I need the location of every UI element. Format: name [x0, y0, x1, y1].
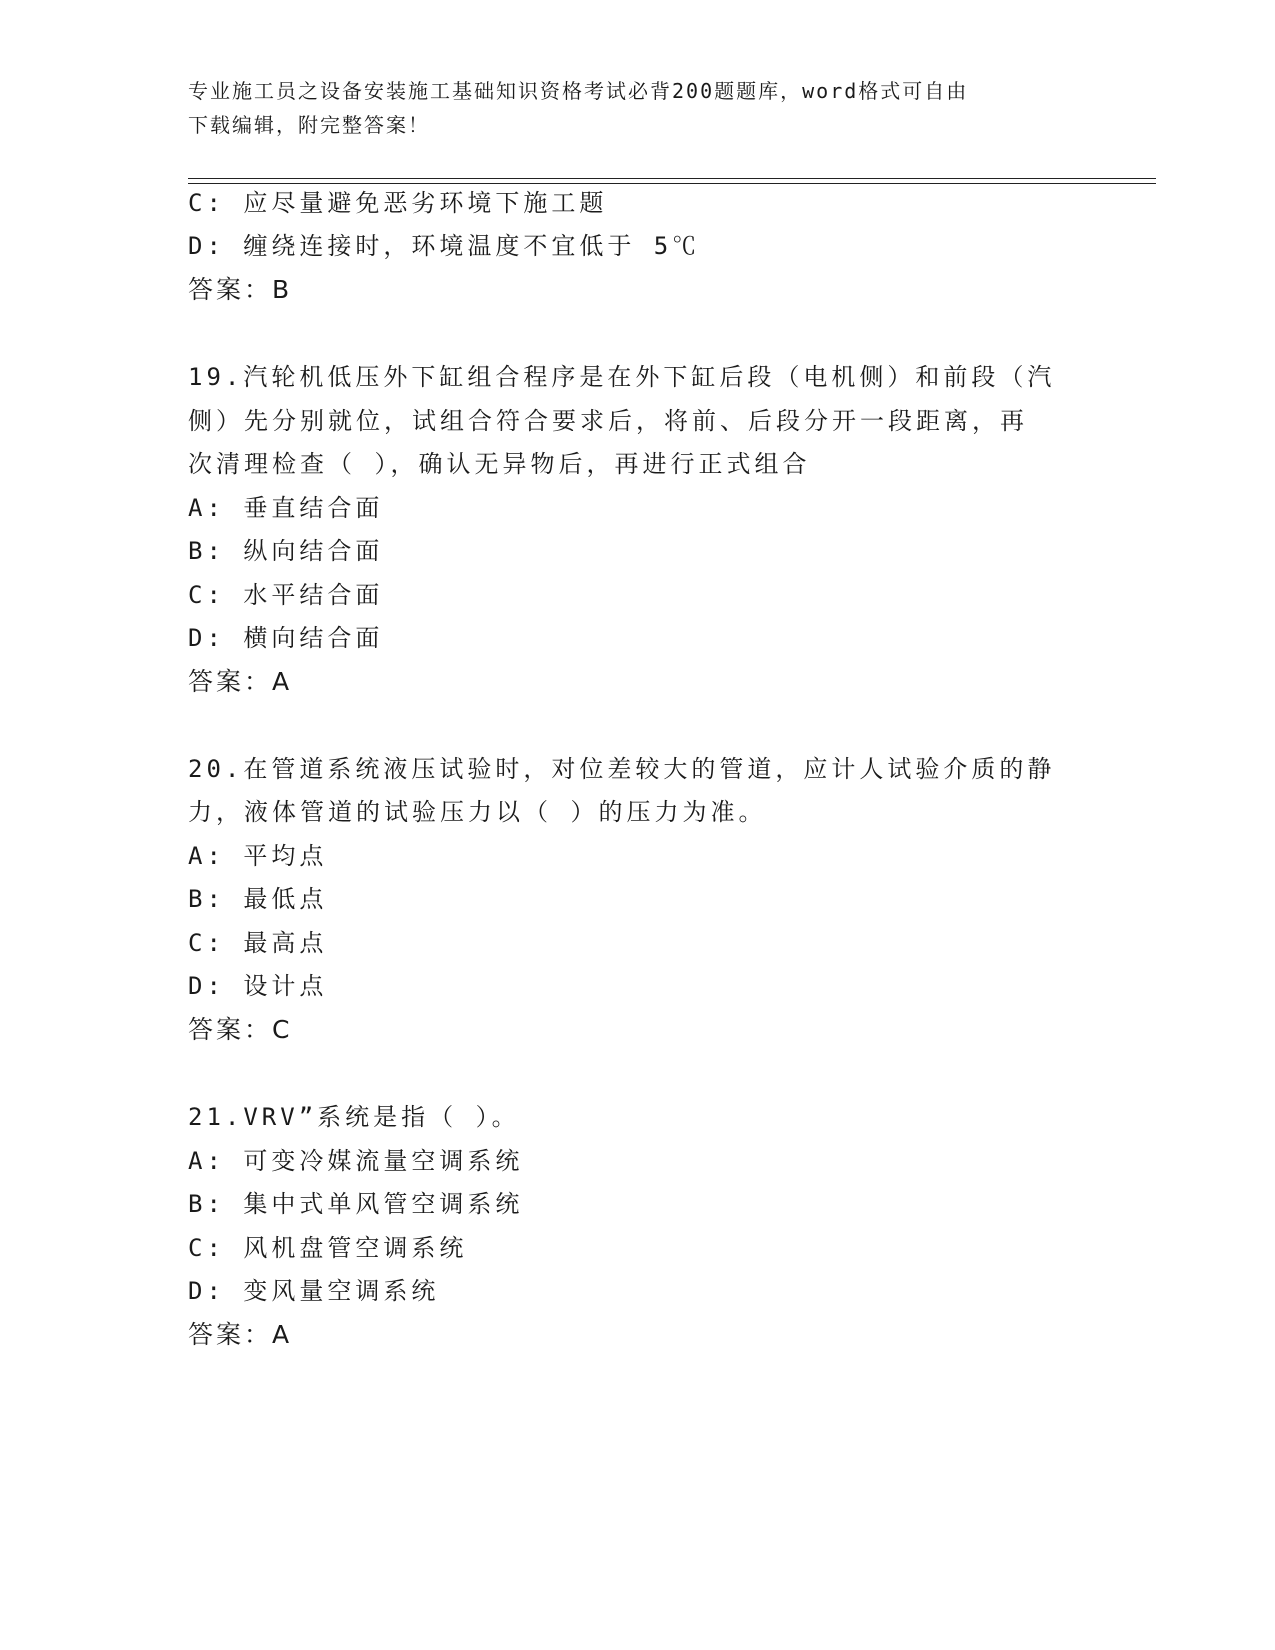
q19-option-d: D: 横向结合面 [188, 624, 384, 652]
q19-stem-line-3: 次清理检查（ ），确认无异物后，再进行正式组合 [188, 450, 811, 478]
q20-option-a: A: 平均点 [188, 842, 328, 870]
q21-option-c: C: 风机盘管空调系统 [188, 1234, 468, 1262]
header-divider-bottom [188, 183, 1156, 184]
prev-option-d: D: 缠绕连接时，环境温度不宜低于 5℃ [188, 232, 701, 260]
q21-stem-line-1: 21.VRV”系统是指（ ）。 [188, 1103, 520, 1131]
q21-option-b: B: 集中式单风管空调系统 [188, 1190, 524, 1218]
q20-stem-line-1: 20.在管道系统液压试验时，对位差较大的管道，应计人试验介质的静 [188, 755, 1056, 783]
prev-option-c: C: 应尽量避免恶劣环境下施工题 [188, 189, 608, 217]
q21-option-a: A: 可变冷媒流量空调系统 [188, 1147, 524, 1175]
q20-option-c: C: 最高点 [188, 929, 328, 957]
header-line-2: 下载编辑，附完整答案！ [188, 113, 430, 137]
q19-option-c: C: 水平结合面 [188, 581, 384, 609]
q21-answer: 答案：A [188, 1320, 293, 1349]
q19-answer: 答案：A [188, 667, 293, 696]
q20-stem-line-2: 力，液体管道的试验压力以（ ）的压力为准。 [188, 798, 767, 826]
prev-answer: 答案：B [188, 275, 293, 304]
q19-option-a: A: 垂直结合面 [188, 494, 384, 522]
header-divider-top [188, 178, 1156, 179]
q20-option-d: D: 设计点 [188, 972, 328, 1000]
q20-option-b: B: 最低点 [188, 885, 328, 913]
q19-option-b: B: 纵向结合面 [188, 537, 384, 565]
q19-stem-line-2: 侧）先分别就位，试组合符合要求后，将前、后段分开一段距离，再 [188, 407, 1028, 435]
header-line-1: 专业施工员之设备安装施工基础知识资格考试必背200题题库，word格式可自由 [188, 79, 969, 103]
document-header [188, 74, 1088, 142]
q19-stem-line-1: 19.汽轮机低压外下缸组合程序是在外下缸后段（电机侧）和前段（汽 [188, 363, 1056, 391]
q20-answer: 答案：C [188, 1015, 293, 1044]
q21-option-d: D: 变风量空调系统 [188, 1277, 440, 1305]
